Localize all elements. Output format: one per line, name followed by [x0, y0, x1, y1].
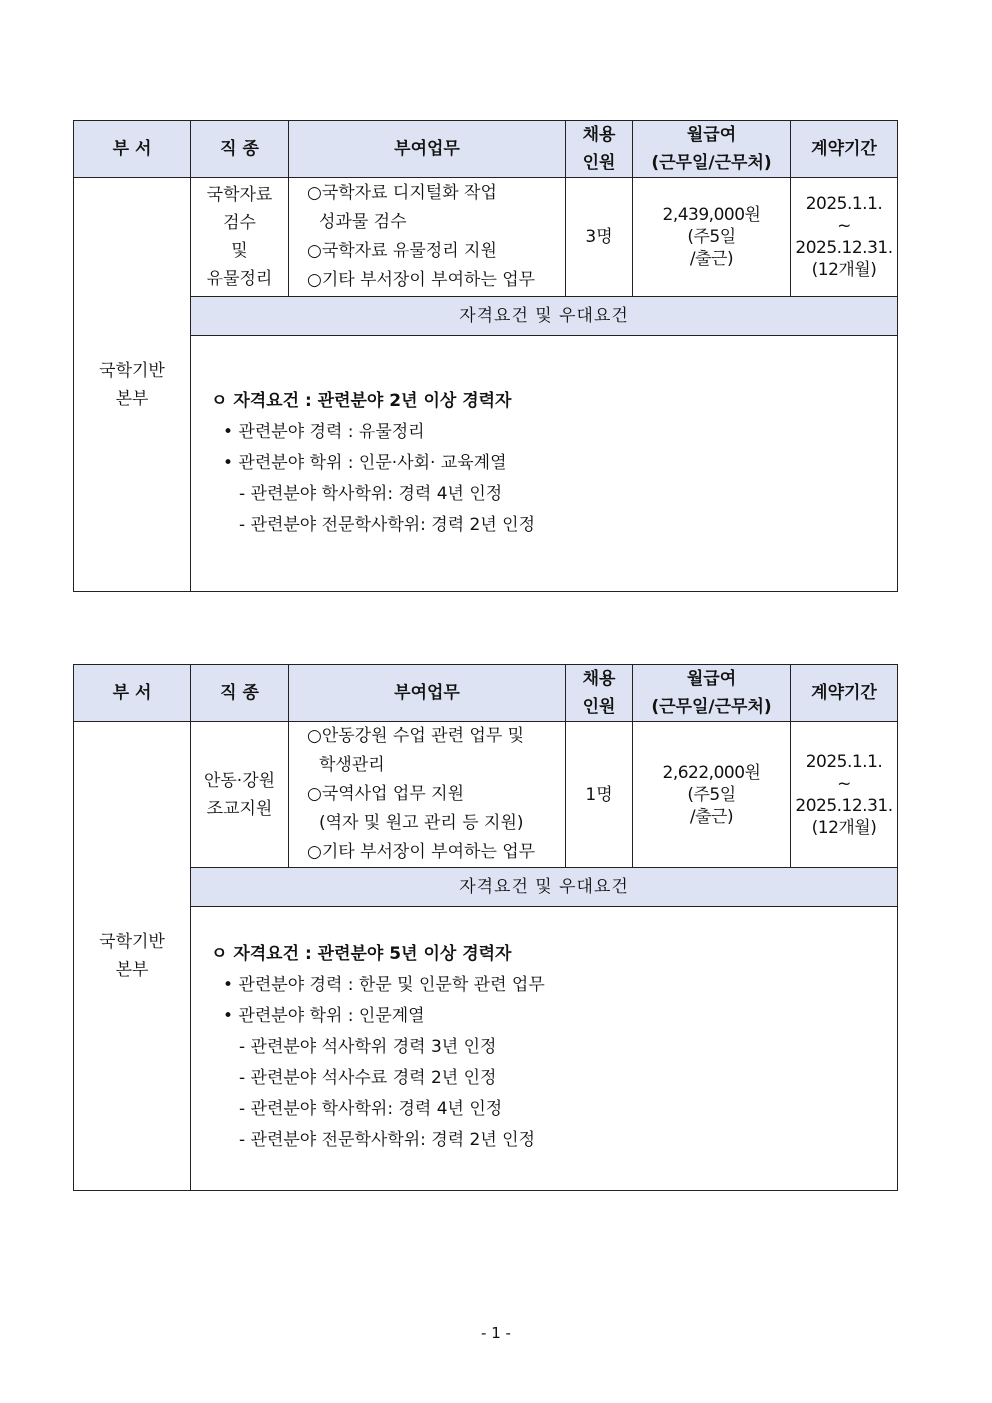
qualification-body — [191, 336, 898, 592]
header-period: 계약기간 — [791, 665, 898, 722]
qualification-body — [191, 907, 898, 1191]
qualification-header: 자격요건 및 우대요건 — [191, 868, 898, 907]
pay-cell: 2,439,000원 (주5일 /출근) — [633, 178, 791, 297]
header-job: 직 종 — [191, 665, 289, 722]
qualification-main: ㅇ 자격요건 : 관련분야 5년 이상 경력자 — [211, 944, 512, 964]
header-pay: 월급여 (근무일/근무처) — [633, 121, 791, 178]
qualification-item: - 관련분야 전문학사학위: 경력 2년 인정 — [239, 515, 536, 535]
pay-cell: 2,622,000원 (주5일 /출근) — [633, 722, 791, 868]
qualification-header: 자격요건 및 우대요건 — [191, 297, 898, 336]
qualification-item: • 관련분야 학위 : 인문·사회· 교육계열 — [223, 453, 507, 473]
qualification-main: ㅇ 자격요건 : 관련분야 2년 이상 경력자 — [211, 391, 512, 411]
header-duties: 부여업무 — [289, 665, 566, 722]
duties-cell: ○안동강원 수업 관련 업무 및 학생관리 ○국역사업 업무 지원 (역자 및 원고 관리 등 지원) ○기타 부서장이 부여하는 업무 — [289, 722, 566, 868]
qualification-item: - 관련분야 석사학위 경력 3년 인정 — [239, 1037, 497, 1057]
header-dept: 부 서 — [74, 665, 191, 722]
qualification-item: - 관련분야 전문학사학위: 경력 2년 인정 — [239, 1130, 536, 1150]
qualification-item: • 관련분야 경력 : 유물정리 — [223, 422, 425, 442]
dept-cell: 국학기반 본부 — [74, 722, 191, 1191]
header-pay: 월급여 (근무일/근무처) — [633, 665, 791, 722]
header-dept: 부 서 — [74, 121, 191, 178]
page-number: - 1 - — [481, 1324, 511, 1342]
job-table-2 — [73, 664, 898, 1191]
qualification-item: • 관련분야 학위 : 인문계열 — [223, 1006, 425, 1026]
duties-cell: ○국학자료 디지털화 작업 성과물 검수 ○국학자료 유물정리 지원 ○기타 부서장이 부여하는 업무 — [289, 178, 566, 297]
header-duties: 부여업무 — [289, 121, 566, 178]
qualification-item: - 관련분야 학사학위: 경력 4년 인정 — [239, 1099, 503, 1119]
period-cell: 2025.1.1. ~ 2025.12.31. (12개월) — [791, 722, 898, 868]
job-cell: 안동·강원 조교지원 — [191, 722, 289, 868]
job-table-1 — [73, 120, 898, 592]
job-cell: 국학자료 검수 및 유물정리 — [191, 178, 289, 297]
qualification-item: - 관련분야 학사학위: 경력 4년 인정 — [239, 484, 503, 504]
hire-cell: 3명 — [566, 178, 633, 297]
header-period: 계약기간 — [791, 121, 898, 178]
qualification-item: - 관련분야 석사수료 경력 2년 인정 — [239, 1068, 497, 1088]
period-cell: 2025.1.1. ~ 2025.12.31. (12개월) — [791, 178, 898, 297]
hire-cell: 1명 — [566, 722, 633, 868]
qualification-item: • 관련분야 경력 : 한문 및 인문학 관련 업무 — [223, 975, 545, 995]
header-hire: 채용 인원 — [566, 121, 633, 178]
header-hire: 채용 인원 — [566, 665, 633, 722]
dept-cell: 국학기반 본부 — [74, 178, 191, 592]
header-job: 직 종 — [191, 121, 289, 178]
